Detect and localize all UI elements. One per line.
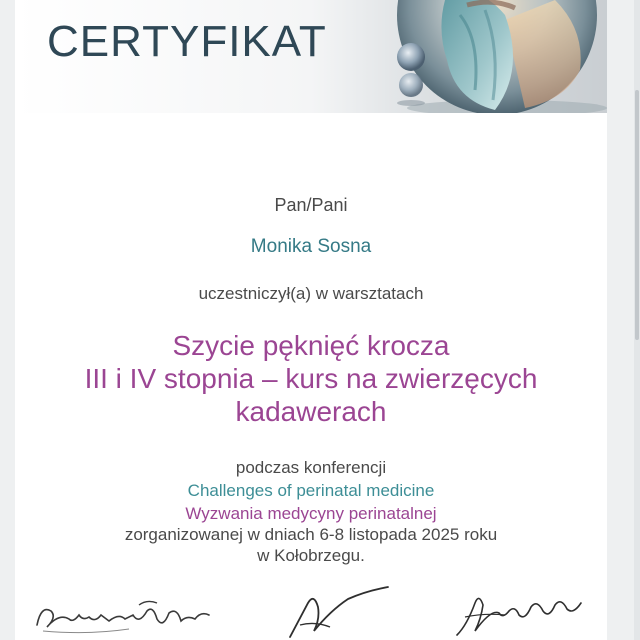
certificate-title: CERTYFIKAT: [47, 17, 327, 66]
scrollbar-track[interactable]: [634, 0, 640, 640]
salutation: Pan/Pani: [274, 195, 348, 215]
recipient-name: Monika Sosna: [250, 236, 372, 257]
workshop-title-line: III i IV stopnia – kurs na zwierzęcych: [84, 363, 538, 394]
workshop-title-line: kadawerach: [235, 396, 387, 427]
workshop-title-line: Szycie pęknięć krocza: [172, 330, 450, 361]
certificate-header: [15, 0, 607, 113]
signature-left: [29, 585, 219, 640]
conference-dates: zorganizowanej w dniach 6-8 listopada 2025 roku: [124, 525, 498, 544]
conference-name-pl: Wyzwania medycyny perinatalnej: [185, 504, 437, 523]
participation-text: uczestniczył(a) w warsztatach: [198, 284, 424, 303]
conference-name-en: Challenges of perinatal medicine: [187, 481, 435, 500]
signature-center: [270, 585, 400, 640]
conference-intro: podczas konferencji: [235, 458, 387, 477]
certificate-page: [15, 0, 607, 640]
workshop-title: [15, 329, 607, 428]
conference-place: w Kołobrzegu.: [257, 546, 365, 565]
scrollbar-thumb[interactable]: [635, 90, 639, 340]
glass-sphere-illustration: [375, 0, 607, 113]
signature-right: [445, 585, 595, 640]
